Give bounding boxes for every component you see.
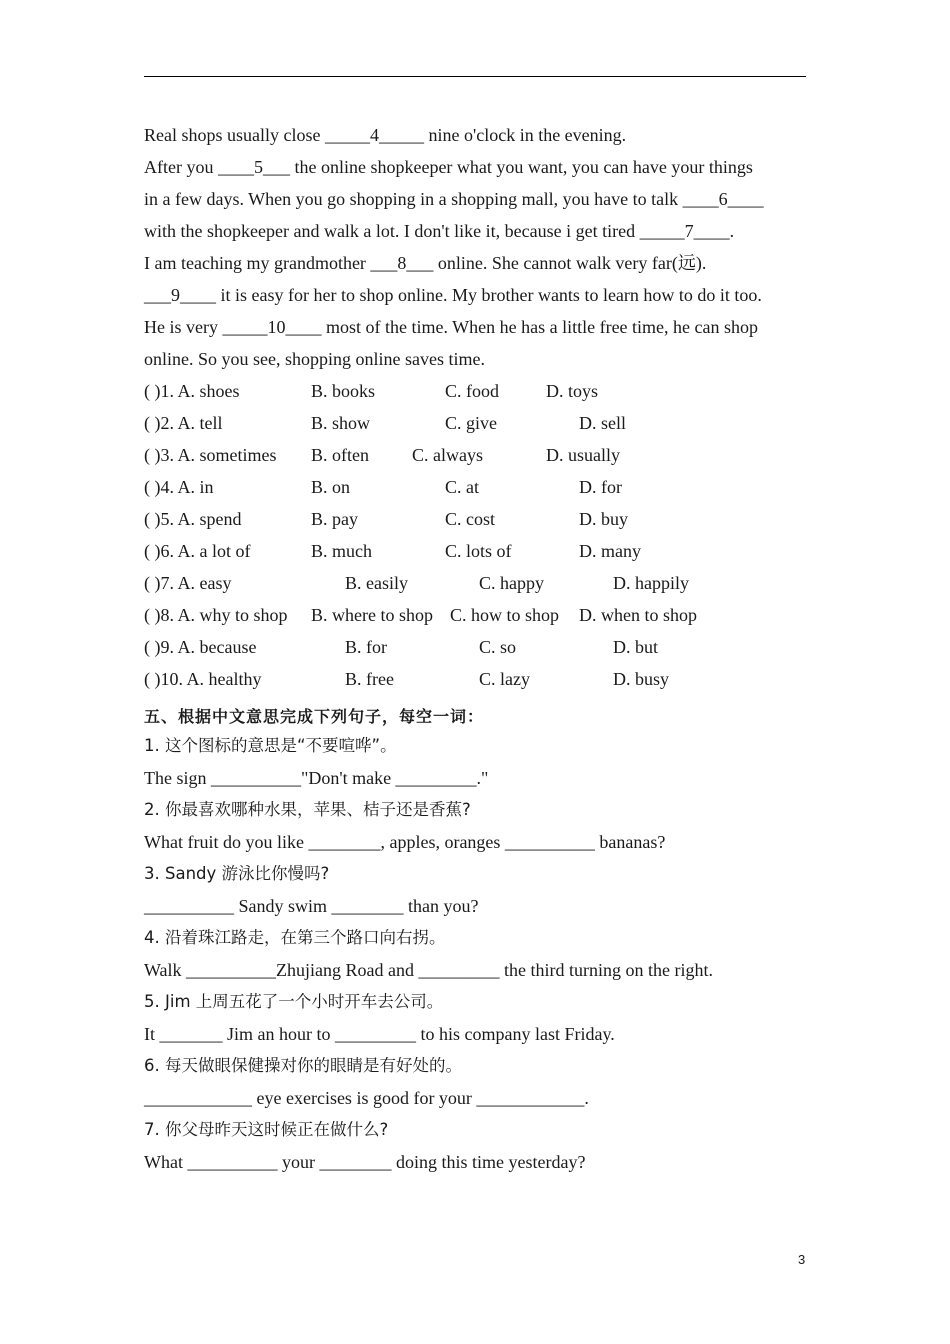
option-b: B. easily (345, 573, 408, 593)
translation-items (144, 730, 814, 1178)
option-c: C. so (479, 637, 517, 657)
option-d: D. busy (613, 669, 670, 689)
question-row (144, 663, 814, 695)
option-a: ( )1. A. shoes (144, 381, 240, 401)
passage-line: He is very _____10____ most of the time. When he has a little free time, he can shop (144, 317, 759, 337)
question-row (144, 439, 814, 471)
english-sentence: ____________ eye exercises is good for your ____________. (144, 1088, 589, 1108)
english-sentence: What __________ your ________ doing this time yesterday? (144, 1152, 586, 1172)
option-a: ( )8. A. why to shop (144, 605, 288, 625)
question-row (144, 503, 814, 535)
english-sentence: Walk __________Zhujiang Road and _________ the third turning on the right. (144, 960, 713, 980)
chinese-prompt: 7. 你父母昨天这时候正在做什么? (144, 1120, 389, 1139)
passage-line: in a few days. When you go shopping in a shopping mall, you have to talk ____6____ (144, 189, 764, 209)
option-b: B. much (311, 541, 372, 561)
option-b: B. pay (311, 509, 358, 529)
option-a: ( )3. A. sometimes (144, 445, 277, 465)
chinese-prompt: 5. Jim 上周五花了一个小时开车去公司。 (144, 992, 444, 1011)
section-heading: 五、根据中文意思完成下列句子，每空一词： (144, 707, 485, 726)
english-sentence: It _______ Jim an hour to _________ to his company last Friday. (144, 1024, 615, 1044)
question-row (144, 375, 814, 407)
option-b: B. show (311, 413, 371, 433)
option-d: D. sell (579, 413, 626, 433)
chinese-prompt: 1. 这个图标的意思是“不要喧哗”。 (144, 736, 397, 755)
option-a: ( )6. A. a lot of (144, 541, 251, 561)
option-c: C. happy (479, 573, 544, 593)
option-c: C. at (445, 477, 479, 497)
page-number: 3 (798, 1252, 806, 1267)
chinese-prompt: 2. 你最喜欢哪种水果，苹果、桔子还是香蕉? (144, 800, 471, 819)
option-b: B. where to shop (311, 605, 433, 625)
option-c: C. always (412, 445, 483, 465)
passage (144, 119, 814, 375)
option-d: D. buy (579, 509, 628, 529)
option-b: B. for (345, 637, 387, 657)
passage-line: online. So you see, shopping online saves time. (144, 349, 485, 369)
passage-line: ___9____ it is easy for her to shop online. My brother wants to learn how to do it too. (144, 285, 762, 305)
option-d: D. when to shop (579, 605, 697, 625)
option-d: D. usually (546, 445, 620, 465)
question-row (144, 407, 814, 439)
header-rule (144, 76, 806, 77)
option-c: C. give (445, 413, 497, 433)
passage-line: with the shopkeeper and walk a lot. I don't like it, because i get tired _____7____. (144, 221, 735, 241)
option-a: ( )10. A. healthy (144, 669, 262, 689)
option-c: C. lazy (479, 669, 530, 689)
option-d: D. many (579, 541, 641, 561)
english-sentence: What fruit do you like ________, apples, oranges __________ bananas? (144, 832, 666, 852)
option-a: ( )9. A. because (144, 637, 257, 657)
option-a: ( )7. A. easy (144, 573, 232, 593)
option-c: C. lots of (445, 541, 512, 561)
question-row (144, 567, 814, 599)
english-sentence: The sign __________"Don't make _________." (144, 768, 489, 788)
option-d: D. happily (613, 573, 689, 593)
chinese-prompt: 6. 每天做眼保健操对你的眼睛是有好处的。 (144, 1056, 462, 1075)
question-row (144, 599, 814, 631)
option-b: B. books (311, 381, 376, 401)
passage-line: I am teaching my grandmother ___8___ online. She cannot walk very far(远). (144, 253, 707, 273)
question-row (144, 631, 814, 663)
option-a: ( )5. A. spend (144, 509, 242, 529)
option-c: C. cost (445, 509, 496, 529)
english-sentence: __________ Sandy swim ________ than you? (144, 896, 479, 916)
option-a: ( )2. A. tell (144, 413, 223, 433)
passage-line: After you ____5___ the online shopkeeper what you want, you can have your things (144, 157, 753, 177)
worksheet-page (144, 119, 814, 1178)
question-row (144, 471, 814, 503)
chinese-prompt: 3. Sandy 游泳比你慢吗? (144, 864, 330, 883)
option-b: B. free (345, 669, 394, 689)
option-c: C. food (445, 381, 499, 401)
option-c: C. how to shop (450, 605, 560, 625)
option-a: ( )4. A. in (144, 477, 214, 497)
chinese-prompt: 4. 沿着珠江路走，在第三个路口向右拐。 (144, 928, 446, 947)
options-list (144, 375, 814, 695)
option-d: D. toys (546, 381, 599, 401)
option-d: D. but (613, 637, 658, 657)
option-b: B. often (311, 445, 369, 465)
option-b: B. on (311, 477, 351, 497)
option-d: D. for (579, 477, 622, 497)
question-row (144, 535, 814, 567)
passage-line: Real shops usually close _____4_____ nine o'clock in the evening. (144, 125, 627, 145)
